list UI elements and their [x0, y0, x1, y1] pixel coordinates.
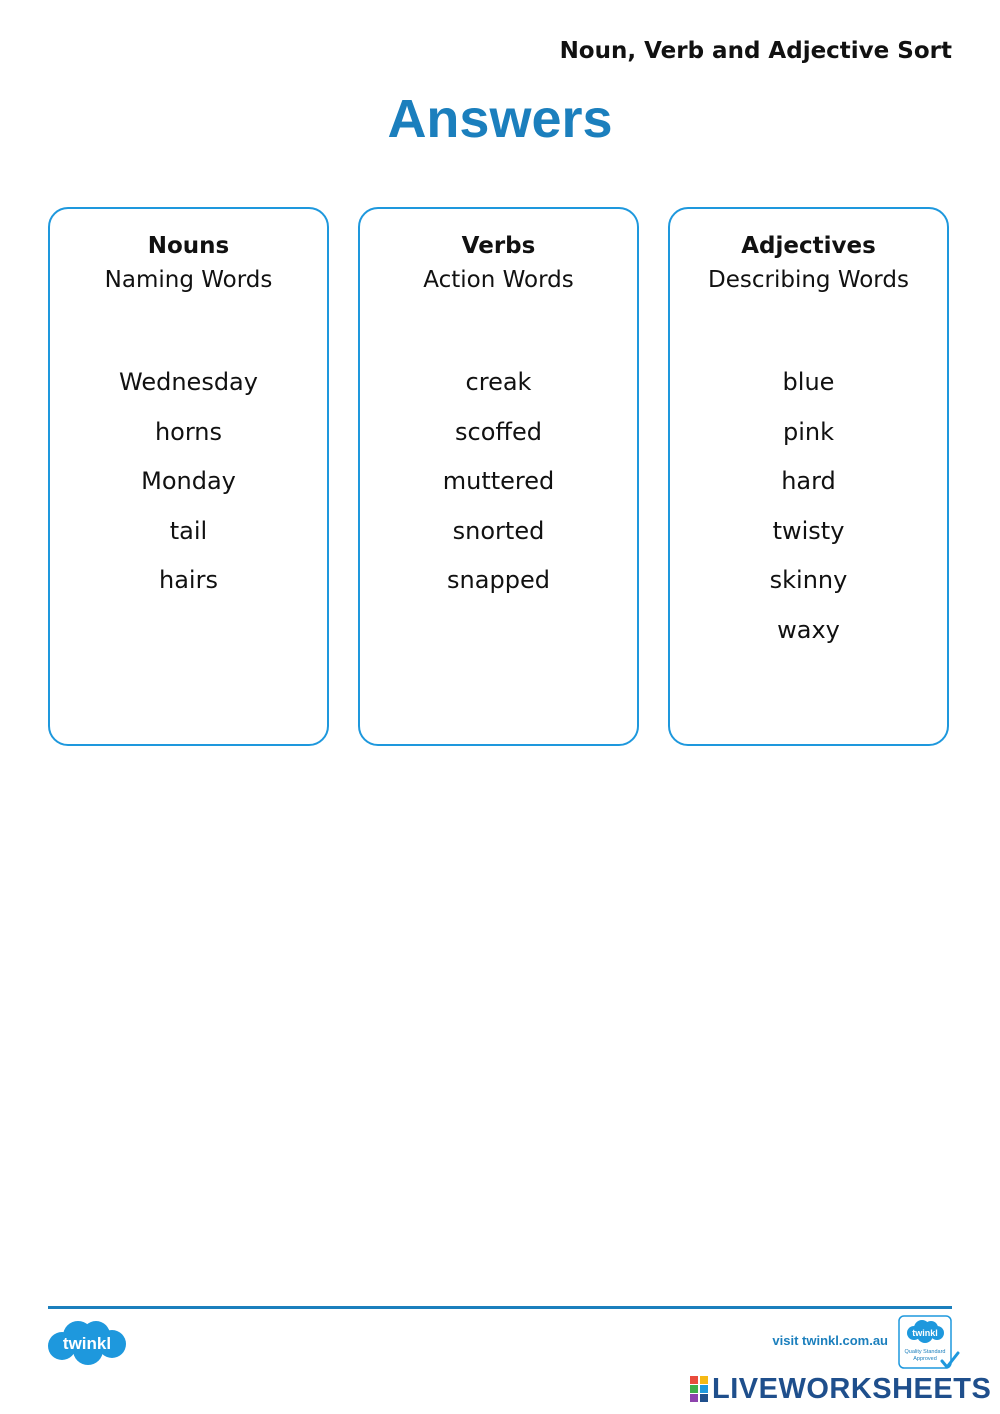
- answers-heading: Answers: [387, 89, 613, 149]
- nouns-column: [48, 207, 329, 746]
- word-item: hairs: [159, 566, 218, 595]
- noun-word-list: [50, 365, 327, 613]
- column-subtitle: Naming Words: [104, 267, 273, 293]
- word-item: Wednesday: [119, 368, 258, 396]
- twinkl-logo-text: twinkl: [62, 1334, 112, 1353]
- word-item: tail: [169, 516, 208, 545]
- word-item: blue: [782, 368, 835, 396]
- liveworksheets-wordmark: LIVEWORKSHEETS: [712, 1372, 992, 1405]
- word-item: hard: [781, 467, 836, 496]
- quality-standard-badge-icon: [898, 1315, 960, 1371]
- word-item: scoffed: [455, 417, 542, 446]
- badge-logo-text: twinkl: [912, 1328, 938, 1338]
- adjective-word-list: [670, 365, 947, 663]
- column-title: Verbs: [461, 233, 536, 259]
- word-item: Monday: [141, 467, 236, 496]
- footer-divider: [48, 1306, 952, 1309]
- word-item: snorted: [452, 516, 545, 545]
- liveworksheets-logo-icon: [690, 1376, 708, 1402]
- badge-line-1: Quality Standard: [904, 1349, 946, 1355]
- liveworksheets-brand: [690, 1372, 991, 1406]
- verbs-column: [358, 207, 639, 746]
- column-title: Nouns: [147, 233, 230, 259]
- twinkl-logo-icon[interactable]: [46, 1318, 128, 1366]
- word-item: muttered: [442, 467, 555, 496]
- badge-line-2: Approved: [913, 1356, 937, 1362]
- column-subtitle: Action Words: [423, 267, 574, 293]
- word-item: creak: [465, 368, 532, 396]
- word-item: snapped: [447, 566, 550, 595]
- word-item: twisty: [772, 516, 845, 545]
- column-title: Adjectives: [741, 233, 876, 259]
- word-item: skinny: [769, 566, 848, 595]
- document-title: Noun, Verb and Adjective Sort: [559, 38, 952, 64]
- word-item: pink: [782, 417, 834, 446]
- sort-columns: [48, 207, 952, 750]
- word-item: waxy: [777, 615, 840, 644]
- verb-word-list: [360, 365, 637, 613]
- visit-twinkl-link[interactable]: visit twinkl.com.au: [772, 1333, 888, 1348]
- column-subtitle: Describing Words: [708, 267, 909, 293]
- adjectives-column: [668, 207, 949, 746]
- word-item: horns: [154, 417, 223, 446]
